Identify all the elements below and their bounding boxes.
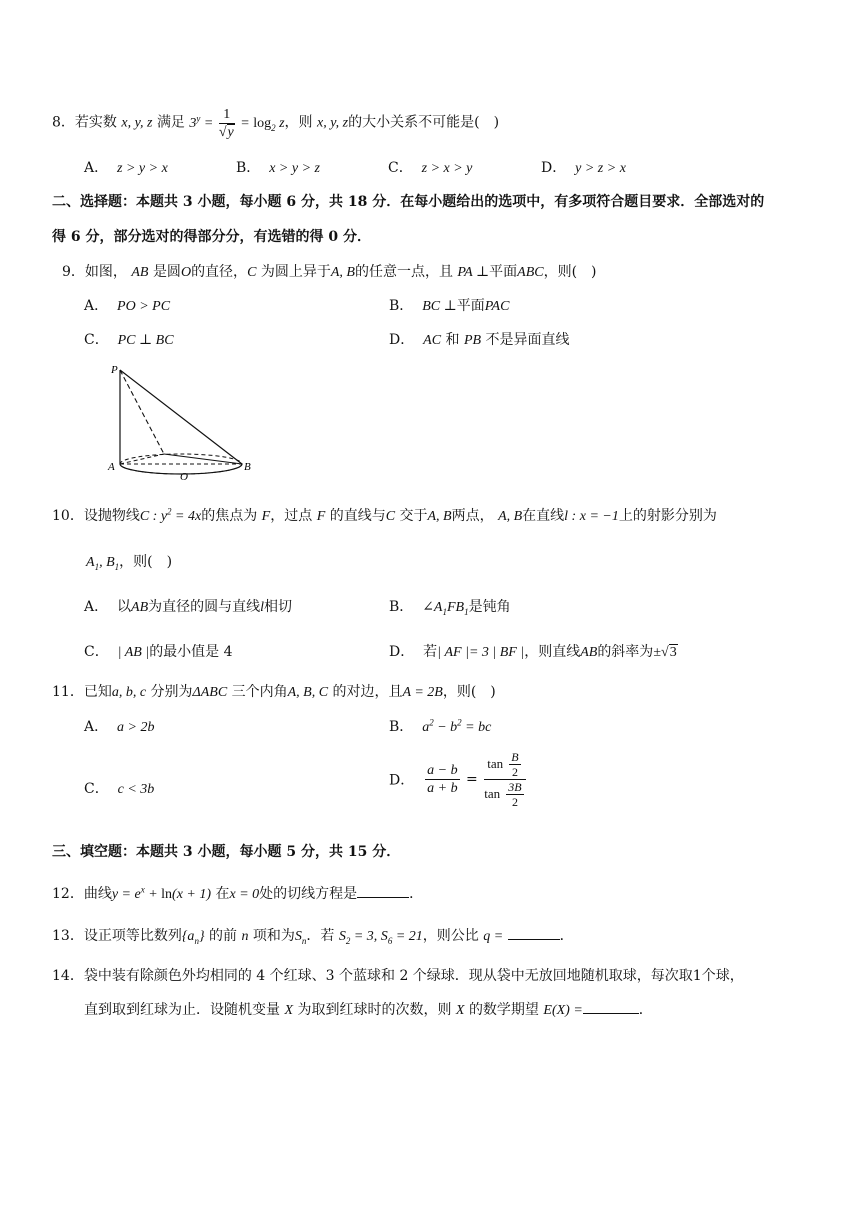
text: 平面 (456, 298, 485, 314)
text: 设抛物线 (83, 508, 140, 524)
math: ±√3 (653, 645, 677, 660)
text: ，则直线 (524, 644, 581, 660)
text: 的对边，且 (332, 684, 403, 700)
math-fraction: $\frac{a - b}{a + b}$ (427, 763, 458, 796)
math: A = 2B (402, 685, 443, 700)
q8-option-c (388, 158, 472, 179)
edge-pc (120, 370, 164, 454)
question-11 (52, 682, 496, 703)
option-label: C． (84, 781, 109, 797)
option-label: A． (84, 599, 109, 615)
question-14-line1 (52, 966, 744, 986)
option-label: B． (389, 599, 414, 615)
question-14-line2 (84, 1000, 653, 1021)
q11-option-c (84, 779, 154, 800)
math: $a^2 - b^2$ = bc (422, 717, 492, 735)
question-9 (62, 262, 597, 283)
section-2-heading-line1: 二、选择题：本题共 3 小题，每小题 6 分，共 18 分．在每小题给出的选项中，有多项符合题目要求．全部选对的 (52, 194, 765, 210)
text: ． (638, 1002, 653, 1018)
text: 不是异面直线 (485, 332, 570, 348)
text: ，则 (284, 114, 313, 131)
text: 的最小值是 4 (149, 644, 233, 660)
text: 上的射影分别为 (618, 508, 717, 524)
math-formula: $3^y$ = $\frac{1}{√y}$ = $\log_2 z$ (189, 107, 285, 140)
math: AB (131, 600, 149, 615)
text: 的前 (209, 928, 237, 944)
text: 的斜率为 (597, 644, 654, 660)
text: 直到取到红球为止．设随机变量 (84, 1002, 280, 1018)
text: ． (559, 928, 574, 944)
text: 在直线 (522, 508, 565, 524)
math: PC ⊥ BC (117, 333, 174, 348)
text: 满足 (156, 114, 185, 131)
text: 如图， (84, 264, 127, 280)
text: 曲线 (83, 886, 112, 902)
q10-option-a (84, 597, 292, 618)
text: ，过点 (270, 508, 313, 524)
math: PO > PC (117, 299, 171, 314)
math: | AF |= 3 | BF | (437, 645, 525, 660)
math: $S_n$ (294, 929, 307, 946)
text: 的数学期望 (468, 1002, 539, 1018)
text: 为直径的圆与直线 (148, 599, 261, 615)
q9-option-d (389, 330, 570, 351)
text: 以 (117, 599, 132, 615)
question-number: 12． (52, 886, 84, 902)
math: O (180, 265, 192, 280)
math: BC ⊥ (422, 299, 457, 314)
math: A, B (498, 509, 523, 524)
text: 袋中装有除颜色外均相同的 4 个红球、3 个蓝球和 2 个绿球．现从袋中无放回地随机取球，每次取1个球， (83, 968, 744, 984)
label-b: B (244, 461, 251, 473)
text: 交于 (399, 508, 428, 524)
text: 的大小关系不可能是( ) (348, 114, 500, 131)
text: 为取到红球时的次数，则 (297, 1002, 452, 1018)
q10-option-b (389, 597, 511, 618)
text: ．若 (306, 928, 335, 944)
math: X (455, 1003, 465, 1018)
math: $A_1$, $B_1$ (86, 555, 120, 572)
option-label: D． (389, 772, 415, 789)
math: ΔABC (192, 685, 228, 700)
text: 的直线与 (329, 508, 386, 524)
math: E(X) = (543, 1003, 583, 1018)
math: $y = e^x + \ln(x + 1)$ (111, 884, 212, 902)
option-label: C． (388, 160, 413, 176)
option-label: B． (389, 719, 414, 735)
option-label: B． (236, 160, 261, 176)
text: ，则( ) (442, 684, 496, 700)
text: 处的切线方程是 (259, 886, 358, 902)
question-number: 13． (52, 928, 84, 944)
option-label: C． (84, 332, 109, 348)
q9-option-c (84, 330, 174, 351)
text: ，则( ) (543, 264, 597, 280)
text: 项和为 (252, 928, 295, 944)
math: C : $y^2 = 4x$ (139, 506, 202, 524)
math: x = 0 (229, 887, 260, 902)
answer-blank[interactable] (508, 927, 560, 940)
question-number: 14． (52, 968, 84, 984)
q10-option-d (389, 642, 678, 663)
text: 三个内角 (231, 684, 288, 700)
text: ． (409, 886, 424, 902)
text: 为圆上异于 (260, 264, 331, 280)
cone-figure (104, 360, 264, 486)
math: PB (463, 333, 482, 348)
math: AB (131, 265, 149, 280)
text: 若实数 (74, 114, 117, 131)
math: A, B, C (287, 685, 329, 700)
text: 分别为 (150, 684, 193, 700)
math: X (284, 1003, 294, 1018)
math: a, b, c (111, 685, 147, 700)
text: 平面 (489, 264, 518, 280)
question-12 (52, 884, 423, 905)
option-label: A． (84, 160, 109, 176)
math-fraction: tan $\frac{B}{2}$ tan $\frac{3B}{2}$ (484, 750, 525, 809)
text: ，则( ) (119, 554, 173, 570)
math: $\angle A_1FB_1$ (422, 600, 469, 617)
text: 的直径， (191, 264, 248, 280)
label-o: O (180, 471, 188, 483)
math: l (260, 600, 265, 615)
section-2-heading-line2: 得 6 分，部分选对的得部分分，有选错的得 0 分． (52, 229, 371, 245)
text: 相切 (264, 599, 293, 615)
math: z > y > x (117, 161, 168, 176)
text: 的任意一点，且 (354, 264, 453, 280)
math: l : x = −1 (564, 509, 619, 524)
text: 若 (423, 644, 438, 660)
text: 是圆 (152, 264, 181, 280)
math: y > z > x (575, 161, 626, 176)
option-label: A． (84, 719, 109, 735)
question-10-line2 (86, 552, 172, 573)
option-label: A． (84, 298, 109, 314)
question-number: 9． (62, 264, 85, 280)
answer-blank[interactable] (357, 885, 409, 898)
text: 和 (445, 332, 460, 348)
math: AB (580, 645, 598, 660)
q8-option-a (84, 158, 168, 179)
math: $S_2 = 3$, $S_6 = 21$ (338, 929, 423, 946)
question-10-line1 (52, 506, 717, 527)
label-a: A (108, 461, 115, 473)
math: ABC (517, 265, 544, 280)
option-label: D． (541, 160, 567, 176)
option-label: B． (389, 298, 414, 314)
q11-option-b (389, 717, 491, 738)
math: q = (483, 929, 504, 944)
math: $\{a_n\}$ (181, 929, 205, 946)
math: C (247, 265, 257, 280)
option-label: C． (84, 644, 109, 660)
edge-pb (120, 370, 242, 464)
question-number: 8． (52, 114, 75, 131)
math: A, B (427, 509, 452, 524)
q9-option-a (84, 296, 170, 317)
math: c < 3b (117, 782, 155, 797)
math: AC (423, 333, 442, 348)
text: 设正项等比数列 (83, 928, 182, 944)
math: a > 2b (117, 720, 155, 735)
q11-option-a (84, 717, 154, 738)
math: x > y > z (269, 161, 320, 176)
math: F (261, 509, 271, 524)
math: x, y, z (121, 115, 153, 131)
question-number: 11． (52, 684, 84, 700)
label-p: P (111, 364, 118, 376)
math: x, y, z (317, 115, 349, 131)
answer-blank[interactable] (583, 1001, 639, 1014)
text: 是钝角 (468, 599, 511, 615)
math: C (385, 509, 396, 524)
math: F (316, 509, 326, 524)
q11-option-d: D． $\frac{a - b}{a + b}$ = tan $\frac{B}{2}$ tan $\frac{3B}{2}$ (389, 750, 528, 809)
option-label: D． (389, 332, 415, 348)
q8-option-d (541, 158, 626, 179)
question-13 (52, 926, 574, 947)
text: 两点， (451, 508, 494, 524)
math: A, B (330, 265, 355, 280)
q8-option-b (236, 158, 320, 179)
math: z > x > y (421, 161, 473, 176)
question-8 (52, 106, 499, 141)
math: n (241, 929, 249, 944)
math: PA ⊥ (457, 265, 490, 280)
text: 的焦点为 (201, 508, 258, 524)
text: 在 (215, 886, 230, 902)
q9-option-b (389, 296, 509, 317)
section-3-heading: 三、填空题：本题共 3 小题，每小题 5 分，共 15 分． (52, 844, 401, 860)
question-number: 10． (52, 508, 84, 524)
option-label: D． (389, 644, 415, 660)
q10-option-c (84, 642, 233, 663)
text: 已知 (83, 684, 112, 700)
math: PAC (484, 299, 510, 314)
math: | AB | (117, 645, 150, 660)
text: ，则公比 (422, 928, 479, 944)
